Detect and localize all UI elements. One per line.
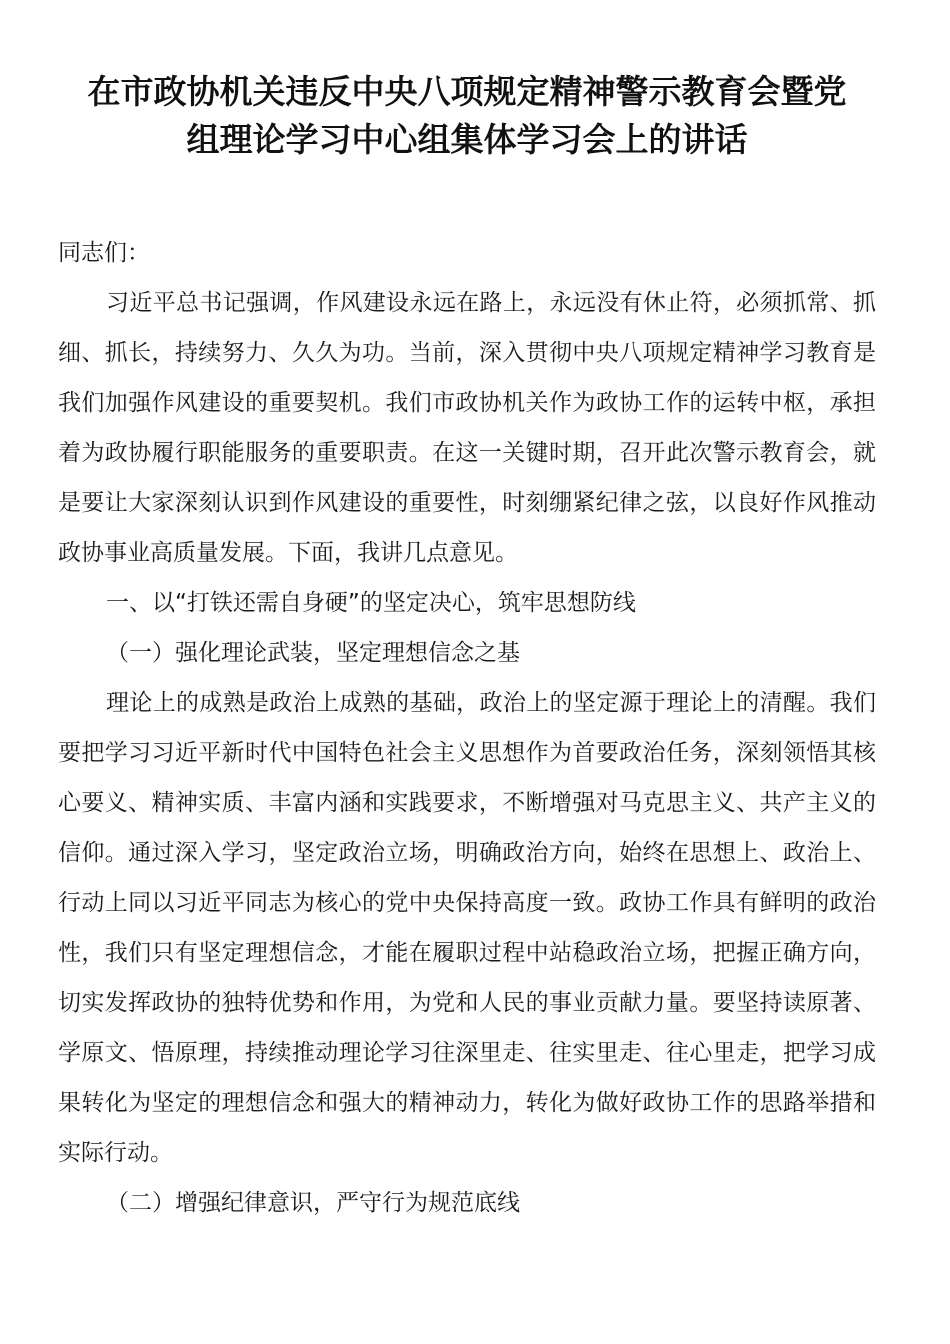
subsection-heading-1: （一）强化理论武装，坚定理想信念之基 (106, 640, 520, 666)
paragraph-theory: 理论上的成熟是政治上成熟的基础，政治上的坚定源于理论上的清醒。我们要把学习习近平新时代中国特色社会主义思想作为首要政治任务，深刻领悟其核心要义、精神实质、丰富内涵和实践要求，不断增强对马克思主义、共产主义的信仰。通过深入学习，坚定政治立场，明确政治方向，始终在思想上、政治上、行动上同以习近平同志为核心的党中央保持高度一致。政协工作具有鲜明的政治性，我们只有坚定理想信念，才能在履职过程中站稳政治立场，把握正确方向，切实发挥政协的独特优势和作用，为党和人民的事业贡献力量。要坚持读原著、学原文、悟原理，持续推动理论学习往深里走、往实里走、往心里走，把学习成果转化为坚定的理想信念和强大的精神动力，转化为做好政协工作的思路举措和实际行动。 (58, 690, 876, 1166)
document-body (58, 228, 876, 1228)
paragraph-intro: 习近平总书记强调，作风建设永远在路上，永远没有休止符，必须抓常、抓细、抓长，持续努力、久久为功。当前，深入贯彻中央八项规定精神学习教育是我们加强作风建设的重要契机。我们市政协机关作为政协工作的运转中枢，承担着为政协履行职能服务的重要职责。在这一关键时期，召开此次警示教育会，就是要让大家深刻认识到作风建设的重要性，时刻绷紧纪律之弦，以良好作风推动政协事业高质量发展。下面，我讲几点意见。 (58, 290, 876, 566)
title-line-2: 组理论学习中心组集体学习会上的讲话 (186, 120, 748, 159)
salutation: 同志们： (58, 240, 150, 266)
title-line-1: 在市政协机关违反中央八项规定精神警示教育会暨党 (87, 72, 847, 111)
subsection-heading-2: （二）增强纪律意识，严守行为规范底线 (106, 1190, 520, 1216)
section-heading-1: 一、以“打铁还需自身硬”的坚定决心，筑牢思想防线 (106, 590, 636, 616)
document-title (58, 68, 876, 164)
